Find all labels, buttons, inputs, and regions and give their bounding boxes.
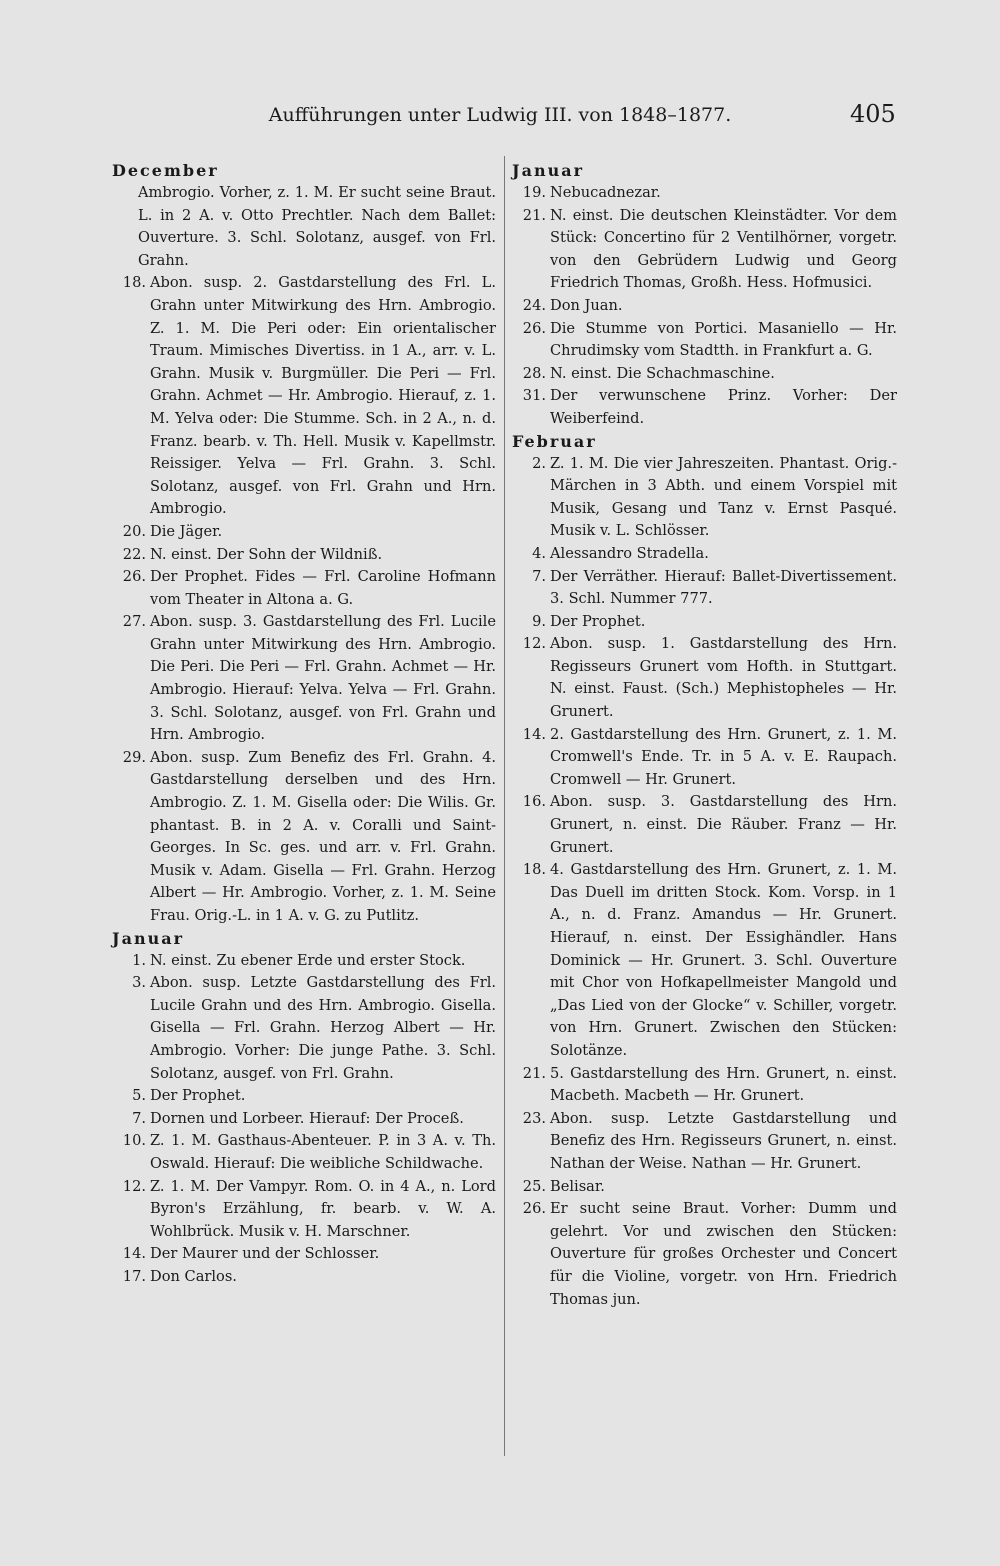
entry-text: Der verwunschene Prinz. Vorher: Der Weiberfeind. xyxy=(550,387,897,427)
entry-day: 19. xyxy=(522,184,546,201)
entry-day: 14. xyxy=(122,1245,146,1263)
performance-entry xyxy=(512,611,897,634)
entry-text: N. einst. Die Schachmaschine. xyxy=(550,364,775,382)
entry-day: 28. xyxy=(522,364,546,382)
entry-text: N. einst. Zu ebener Erde und erster Stock. xyxy=(150,951,466,969)
running-header: Aufführungen unter Ludwig III. von 1848–1877. xyxy=(268,104,732,126)
entry-text: Der Prophet. Fides — Frl. Caroline Hofmann vom Theater in Altona a. G. xyxy=(150,568,496,608)
entry-day: 23. xyxy=(522,1109,546,1127)
entry-text: Abon. susp. Zum Benefiz des Frl. Grahn. 4. Gastdarstellung derselben und des Hrn. Ambrogio. Z. 1. M. Gisella oder: Die Wilis. Gr. phantast. B. in 2 A. v. Coralli und Saint-Georges. In Sc. ges. und arr. v. Frl. Grahn. Musik v. Adam. Gisella — Frl. Grahn. Herzog Albert — Hr. Ambrogio. Vorher, z. 1. M. Seine Frau. Orig.-L. in 1 A. v. G. zu Putlitz. xyxy=(150,748,496,924)
entry-text: Er sucht seine Braut. Vorher: Dumm und gelehrt. Vor und zwischen den Stücken: Ouverture für großes Orchester und Concert für die Violine, vorgetr. von Hrn. Friedrich Thomas jun. xyxy=(550,1200,897,1308)
performance-entry xyxy=(112,1266,496,1289)
entry-text: Z. 1. M. Der Vampyr. Rom. O. in 4 A., n. Lord Byron's Erzählung, fr. bearb. v. W. A. Wohlbrück. Musik v. H. Marschner. xyxy=(150,1177,496,1240)
performance-entry xyxy=(512,385,897,430)
entry-day: 18. xyxy=(122,274,146,292)
performance-entry xyxy=(512,1198,897,1311)
entry-text: Don Carlos. xyxy=(150,1267,237,1285)
page-number: 405 xyxy=(850,100,896,128)
month-heading: Februar xyxy=(512,431,597,451)
entry-text: 5. Gastdarstellung des Hrn. Grunert, n. einst. Macbeth. Macbeth — Hr. Grunert. xyxy=(550,1064,897,1105)
performance-entry xyxy=(112,611,496,747)
performance-entry xyxy=(112,272,496,521)
entry-day: 21. xyxy=(522,206,546,224)
performance-entry xyxy=(112,1108,496,1131)
entry-text: Z. 1. M. Gasthaus-Abenteuer. P. in 3 A. v. Th. Oswald. Hierauf: Die weibliche Schildwache. xyxy=(150,1132,496,1172)
entry-text: Die Stumme von Portici. Masaniello — Hr. Chrudimsky vom Stadtth. in Frankfurt a. G. xyxy=(550,319,897,360)
performance-entry xyxy=(512,1176,897,1199)
performance-entry xyxy=(512,859,897,1062)
performance-entry xyxy=(112,544,496,567)
entry-day: 26. xyxy=(522,319,546,337)
entry-continuation xyxy=(112,182,496,272)
performance-entry xyxy=(512,205,897,295)
entry-day: 9. xyxy=(532,612,546,630)
entry-day: 18. xyxy=(522,861,546,879)
performance-entry xyxy=(512,453,897,543)
entry-day: 17. xyxy=(122,1267,146,1285)
entry-text: Don Juan. xyxy=(550,296,623,314)
entry-text: Die Jäger. xyxy=(150,522,223,540)
entry-text: Abon. susp. 2. Gastdarstellung des Frl. L. Grahn unter Mitwirkung des Hrn. Ambrogio. Z. 1. M. Die Peri oder: Ein orientalischer Traum. Mimisches Divertiss. in 1 A., arr. v. L. Grahn. Musik v. Burgmüller. Die Peri — Frl. Grahn. Achmet — Hr. Ambrogio. Hierauf, z. 1. M. Yelva oder: Die Stumme. Sch. in 2 A., n. d. Franz. bearb. v. Th. Hell. Musik v. Kapellmstr. Reissiger. Yelva — Frl. Grahn. 3. Schl. Solotanz, ausgef. von Frl. Grahn und Hrn. Ambrogio. xyxy=(150,274,496,518)
entry-day: 2. xyxy=(532,454,546,472)
entry-day: 22. xyxy=(122,545,146,563)
entry-text: Alessandro Stradella. xyxy=(550,544,709,562)
entry-text: Dornen und Lorbeer. Hierauf: Der Proceß. xyxy=(150,1109,464,1127)
performance-entry xyxy=(512,543,897,566)
month-heading: Januar xyxy=(512,161,584,180)
entry-text: Abon. susp. Letzte Gastdarstellung und Benefiz des Hrn. Regisseurs Grunert, n. einst. Nathan der Weise. Nathan — Hr. Grunert. xyxy=(550,1109,897,1172)
entry-day: 31. xyxy=(522,387,546,405)
performance-entry xyxy=(512,724,897,792)
entry-day: 26. xyxy=(122,568,146,586)
performance-entry xyxy=(512,1063,897,1108)
entry-day: 21. xyxy=(522,1064,546,1082)
entry-day: 14. xyxy=(522,725,546,743)
entry-day: 16. xyxy=(522,793,546,811)
entry-day: 24. xyxy=(522,296,546,314)
performance-entry xyxy=(112,521,496,544)
performance-entry xyxy=(112,972,496,1085)
month-heading: December xyxy=(112,161,219,180)
entry-text: Der Prophet. xyxy=(550,612,646,630)
entry-day: 3. xyxy=(132,974,146,992)
entry-day: 29. xyxy=(122,748,146,766)
entry-text: Ambrogio. Vorher, z. 1. M. Er sucht seine Braut. L. in 2 A. v. Otto Prechtler. Nach dem Ballet: Ouverture. 3. Schl. Solotanz, ausgef. von Frl. Grahn. xyxy=(138,184,496,269)
performance-entry xyxy=(512,1108,897,1176)
performance-entry xyxy=(112,566,496,611)
entry-text: Belisar. xyxy=(550,1177,605,1195)
performance-entry xyxy=(112,1243,496,1266)
month-heading: Januar xyxy=(112,928,184,948)
performance-entry xyxy=(512,295,897,318)
entry-day: 26. xyxy=(522,1200,546,1218)
performance-entry xyxy=(112,1176,496,1244)
entry-day: 25. xyxy=(522,1177,546,1195)
entry-day: 7. xyxy=(132,1109,146,1127)
entry-day: 10. xyxy=(122,1132,146,1150)
entry-text: N. einst. Die deutschen Kleinstädter. Vor dem Stück: Concertino für 2 Ventilhörner, vorgetr. von den Gebrüdern Ludwig und Georg Friedrich Thomas, Großh. Hess. Hofmusici. xyxy=(550,206,897,292)
entry-day: 7. xyxy=(532,567,546,585)
entry-day: 1. xyxy=(132,951,146,969)
entry-text: Abon. susp. 3. Gastdarstellung des Hrn. Grunert, n. einst. Die Räuber. Franz — Hr. Grunert. xyxy=(550,793,897,856)
entry-text: Der Maurer und der Schlosser. xyxy=(150,1245,380,1263)
entry-day: 20. xyxy=(122,522,146,540)
performance-entry xyxy=(512,791,897,859)
column-divider xyxy=(504,156,505,1456)
performance-entry xyxy=(112,1130,496,1175)
entry-text: Der Verräther. Hierauf: Ballet-Divertissement. 3. Schl. Nummer 777. xyxy=(550,567,897,608)
performance-entry xyxy=(512,318,897,363)
entry-text: Nebucadnezar. xyxy=(550,184,661,201)
entry-day: 12. xyxy=(522,635,546,653)
entry-day: 5. xyxy=(132,1087,146,1105)
right-column xyxy=(512,160,897,1311)
entry-text: Abon. susp. 1. Gastdarstellung des Hrn. Regisseurs Grunert vom Hofth. in Stuttgart. N. einst. Faust. (Sch.) Mephistopheles — Hr. Grunert. xyxy=(550,635,897,721)
entry-text: 4. Gastdarstellung des Hrn. Grunert, z. 1. M. Das Duell im dritten Stock. Kom. Vorsp. in 1 A., n. d. Franz. Amandus — Hr. Grunert. Hierauf, n. einst. Der Essighändler. Hans Dominick — Hr. Grunert. 3. Schl. Ouverture mit Chor von Hofkapellmeister Mangold und „Das Lied von der Glocke“ v. Schiller, vorgetr. von Hrn. Grunert. Zwischen den Stücken: Solotänze. xyxy=(550,861,897,1059)
performance-entry xyxy=(512,363,897,386)
entry-text: 2. Gastdarstellung des Hrn. Grunert, z. 1. M. Cromwell's Ende. Tr. in 5 A. v. E. Raupach. Cromwell — Hr. Grunert. xyxy=(550,725,897,788)
performance-entry xyxy=(112,747,496,928)
performance-entry xyxy=(512,566,897,611)
performance-entry xyxy=(512,633,897,723)
entry-text: Z. 1. M. Die vier Jahreszeiten. Phantast. Orig.-Märchen in 3 Abth. und einem Vorspiel mit Musik, Gesang und Tanz v. Ernst Pasqué. Musik v. L. Schlösser. xyxy=(550,454,897,540)
entry-text: Abon. susp. Letzte Gastdarstellung des Frl. Lucile Grahn und des Hrn. Ambrogio. Gisella. Gisella — Frl. Grahn. Herzog Albert — Hr. Ambrogio. Vorher: Die junge Pathe. 3. Schl. Solotanz, ausgef. von Frl. Grahn. xyxy=(150,974,496,1082)
performance-entry xyxy=(112,1085,496,1108)
left-column xyxy=(112,160,496,1289)
entry-text: Abon. susp. 3. Gastdarstellung des Frl. Lucile Grahn unter Mitwirkung des Hrn. Ambrogio. Die Peri. Die Peri — Frl. Grahn. Achmet — Hr. Ambrogio. Hierauf: Yelva. Yelva — Frl. Grahn. 3. Schl. Solotanz, ausgef. von Frl. Grahn und Hrn. Ambrogio. xyxy=(150,613,496,744)
entry-text: Der Prophet. xyxy=(150,1087,246,1105)
entry-day: 12. xyxy=(122,1177,146,1195)
entry-day: 27. xyxy=(122,613,146,631)
performance-entry xyxy=(512,182,897,205)
performance-entry xyxy=(112,950,496,973)
entry-text: N. einst. Der Sohn der Wildniß. xyxy=(150,545,383,563)
entry-day: 4. xyxy=(532,544,546,562)
